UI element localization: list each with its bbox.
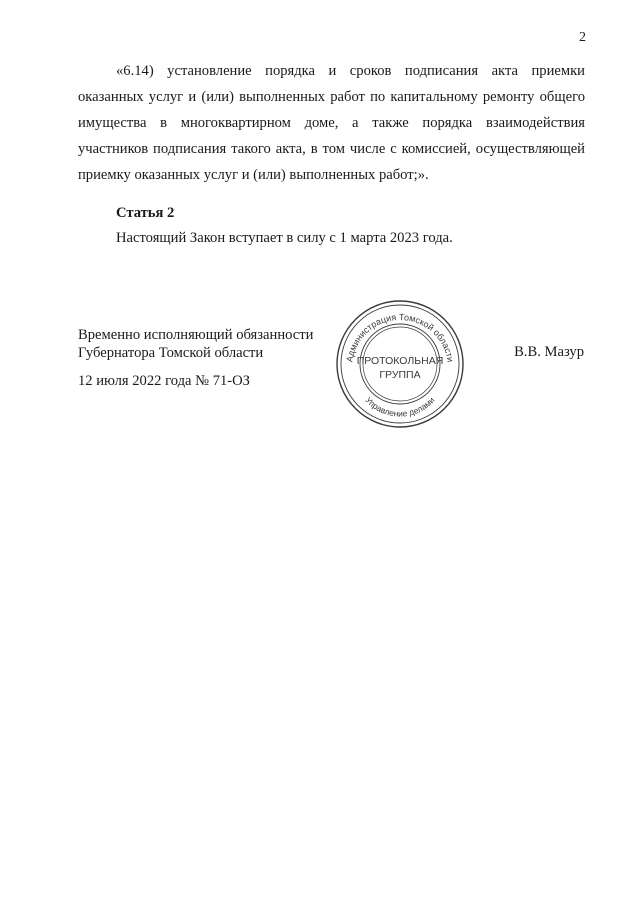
stamp-center-line2: ГРУППА [379, 369, 421, 381]
stamp-bottom-text: Управление делами [363, 394, 437, 419]
article-title: Статья 2 [116, 205, 175, 221]
signer-position-line1: Временно исполняющий обязанности [78, 327, 314, 343]
law-date-number: 12 июля 2022 года № 71-ОЗ [78, 373, 250, 389]
amendment-paragraph: «6.14) установление порядка и сроков подписания акта приемки оказанных услуг и (или) выполненных работ по капитальному ремонту общего имущества в многоквартирном доме, а также порядка взаимодействия участников подписания такого акта, в том числе с комиссией, осуществляющей приемку оказанных услуг и (или) выполненных работ;». [78, 63, 585, 183]
article-text: Настоящий Закон вступает в силу с 1 марта 2023 года. [116, 230, 453, 246]
official-stamp [334, 298, 466, 430]
signer-name: В.В. Мазур [514, 344, 584, 360]
signer-position-line2: Губернатора Томской области [78, 345, 264, 361]
stamp-center-line1: ПРОТОКОЛЬНАЯ [356, 355, 444, 367]
page-number: 2 [579, 30, 586, 45]
signer-position [78, 326, 313, 362]
stamp-outer-text: Администрация Томской области [344, 311, 456, 363]
